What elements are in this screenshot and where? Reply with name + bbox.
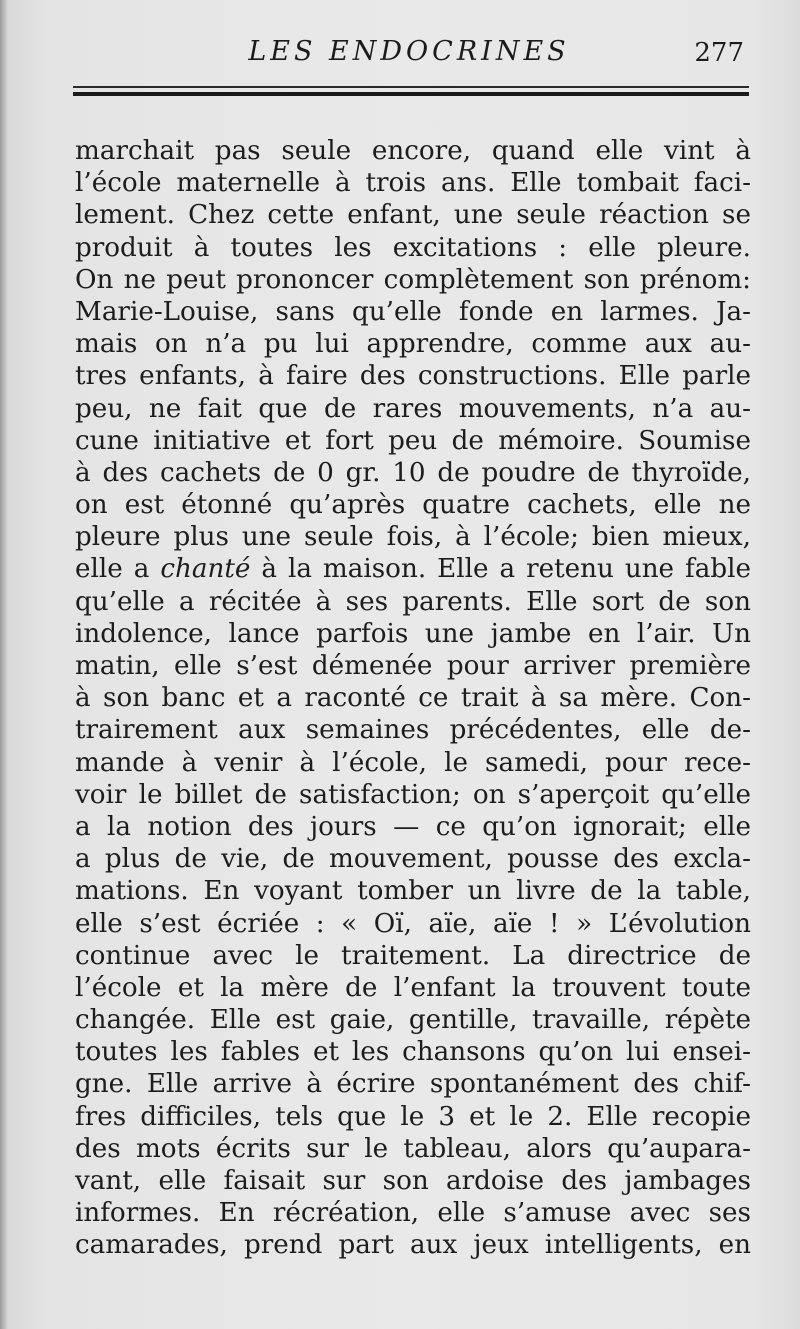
- text-line: l’école maternelle à trois ans. Elle tombait faci-: [75, 168, 751, 199]
- text-line: trairement aux semaines précédentes, elle de-: [75, 715, 751, 746]
- text-segment: elle a: [75, 554, 161, 585]
- text-line: cune initiative et fort peu de mémoire. Soumise: [75, 425, 751, 456]
- body-text: [75, 135, 751, 1262]
- text-line: tres enfants, à faire des constructions. Elle parle: [75, 361, 751, 392]
- text-line: continue avec le traitement. La directrice de: [75, 940, 751, 971]
- text-line: mations. En voyant tomber un livre de la table,: [75, 876, 751, 907]
- text-line: à son banc et a raconté ce trait à sa mère. Con-: [75, 683, 751, 714]
- text-line: mande à venir à l’école, le samedi, pour rece-: [75, 747, 751, 778]
- text-line: des mots écrits sur le tableau, alors qu’aupara-: [75, 1133, 751, 1164]
- text-line: gne. Elle arrive à écrire spontanément des chif-: [75, 1069, 751, 1100]
- text-line: informes. En récréation, elle s’amuse avec ses: [75, 1198, 751, 1229]
- text-line: pleure plus une seule fois, à l’école; bien mieux,: [75, 522, 751, 553]
- text-line: camarades, prend part aux jeux intelligents, en: [75, 1230, 751, 1261]
- text-line: toutes les fables et les chansons qu’on lui ensei-: [75, 1037, 751, 1068]
- header-rule-thin: [73, 86, 749, 88]
- italic-word: chanté: [160, 554, 251, 585]
- text-line: matin, elle s’est démenée pour arriver première: [75, 651, 751, 681]
- text-line: l’école et la mère de l’enfant la trouvent toute: [75, 972, 751, 1003]
- text-line: on est étonné qu’après quatre cachets, elle ne: [75, 490, 751, 521]
- text-line: Marie-Louise, sans qu’elle fonde en larmes. Ja-: [75, 296, 751, 327]
- text-line: voir le billet de satisfaction; on s’aperçoit qu’elle: [75, 779, 751, 810]
- page-header: [70, 32, 748, 72]
- text-line: [75, 553, 751, 585]
- text-line: vant, elle faisait sur son ardoise des jambages: [75, 1166, 751, 1196]
- text-line: lement. Chez cette enfant, une seule réaction se: [75, 200, 751, 231]
- text-line: a la notion des jours — ce qu’on ignorait; elle: [75, 811, 751, 842]
- text-line: fres difficiles, tels que le 3 et le 2. Elle recopie: [75, 1101, 751, 1132]
- text-line: elle s’est écriée : « Oï, aïe, aïe ! » L’évolution: [75, 908, 751, 939]
- text-line: marchait pas seule encore, quand elle vint à: [75, 136, 751, 166]
- header-rule-thick: [73, 92, 749, 96]
- text-line: produit à toutes les excitations : elle pleure.: [75, 232, 751, 263]
- text-line: peu, ne fait que de rares mouvements, n’a au-: [75, 393, 751, 424]
- text-line: On ne peut prononcer complètement son prénom:: [75, 264, 751, 295]
- page-number: 277: [694, 38, 744, 68]
- text-line: qu’elle a récitée à ses parents. Elle sort de son: [75, 586, 751, 617]
- text-line: a plus de vie, de mouvement, pousse des excla-: [75, 844, 751, 875]
- text-line: à des cachets de 0 gr. 10 de poudre de thyroïde,: [75, 457, 751, 488]
- text-segment: à la maison. Elle a retenu une fable: [250, 554, 751, 585]
- text-line: indolence, lance parfois une jambe en l’air. Un: [75, 618, 751, 649]
- text-line: mais on n’a pu lui apprendre, comme aux au-: [75, 329, 751, 360]
- running-title: LES ENDOCRINES: [248, 36, 570, 67]
- text-line: changée. Elle est gaie, gentille, travaille, répète: [75, 1005, 751, 1036]
